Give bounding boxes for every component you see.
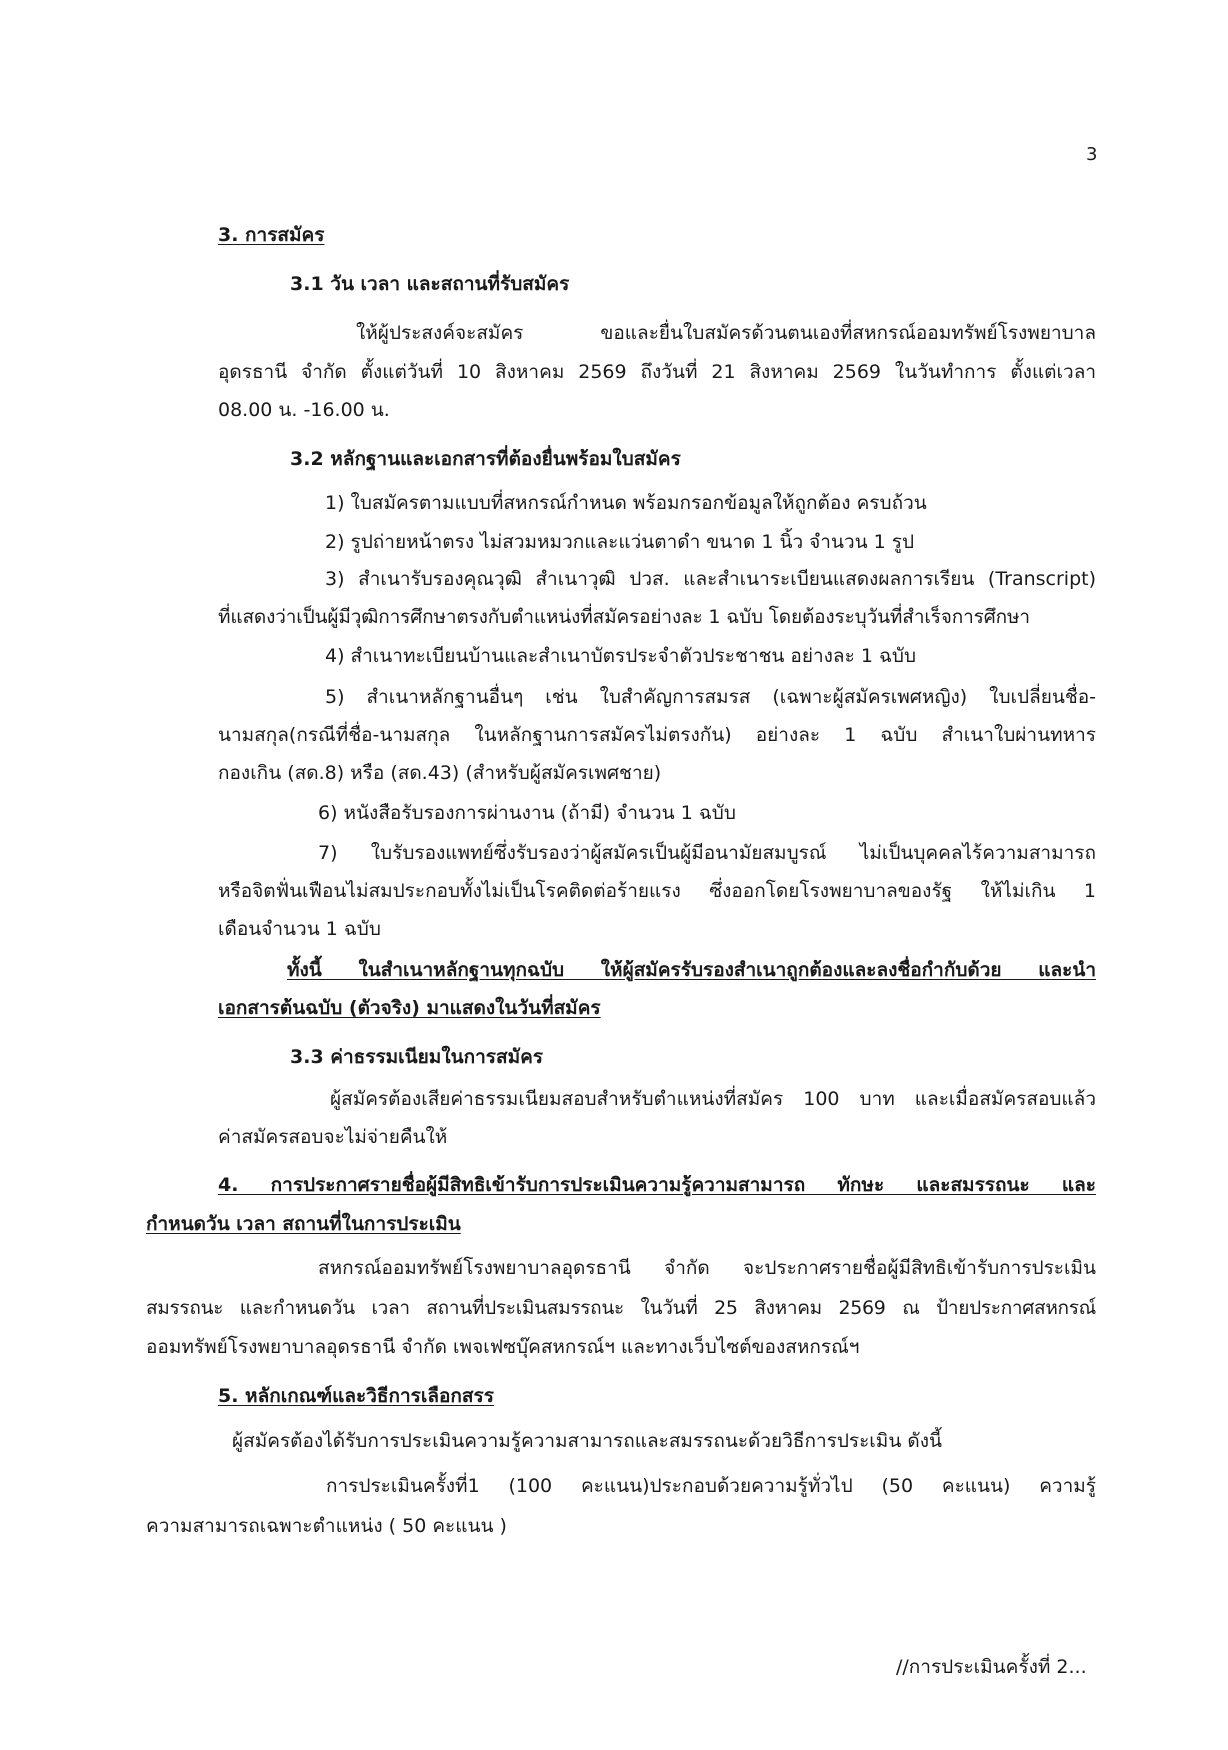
section-5-line-1: ผู้สมัครต้องได้รับการประเมินความรู้ความสามารถและสมรรถนะด้วยวิธีการประเมิน ดังนี้	[232, 1430, 942, 1452]
section-3-heading: 3. การสมัคร	[218, 224, 325, 246]
requirement-item-continued: หรือจิตฟั่นเฟือนไม่สมประกอบทั้งไม่เป็นโรคติดต่อร้ายแรง ซึ่งออกโดยโรงพยาบาลของรัฐ ให้ไม่เกิน 1	[218, 880, 1096, 902]
requirement-item: 3) สำเนารับรองคุณวุฒิ สำเนาวุฒิ ปวส. และสำเนาระเบียนแสดงผลการเรียน (Transcript)	[325, 568, 1096, 590]
section-4-heading-line-2: กำหนดวัน เวลา สถานที่ในการประเมิน	[146, 1213, 461, 1235]
section-5-heading: 5. หลักเกณฑ์และวิธีการเลือกสรร	[218, 1385, 494, 1407]
section-4-line-3: ออมทรัพย์โรงพยาบาลอุดรธานี จำกัด เพจเฟซบุ๊คสหกรณ์ฯ และทางเว็บไซต์ของสหกรณ์ฯ	[146, 1336, 860, 1358]
requirement-item-continued: เดือนจำนวน 1 ฉบับ	[218, 918, 381, 940]
requirement-item-continued: กองเกิน (สด.8) หรือ (สด.43) (สำหรับผู้สมัครเพศชาย)	[218, 762, 662, 784]
section-3-1-line-1: ให้ผู้ประสงค์จะสมัคร ขอและยื่นใบสมัครด้วนตนเองที่สหกรณ์ออมทรัพย์โรงพยาบาล	[356, 322, 1096, 344]
requirement-item-continued: ที่แสดงว่าเป็นผู้มีวุฒิการศึกษาตรงกับตำแหน่งที่สมัครอย่างละ 1 ฉบับ โดยต้องระบุวันที่สำเร็จการศึกษา	[218, 606, 1030, 628]
section-3-1-line-3: 08.00 น. -16.00 น.	[218, 399, 390, 421]
section-3-2-heading: 3.2 หลักฐานและเอกสารที่ต้องยื่นพร้อมใบสมัคร	[290, 448, 681, 470]
section-3-1-line-2: อุดรธานี จำกัด ตั้งแต่วันที่ 10 สิงหาคม 2569 ถึงวันที่ 21 สิงหาคม 2569 ในวันทำการ ตั้งแต่เวลา	[218, 361, 1096, 383]
requirement-item: 5) สำเนาหลักฐานอื่นๆ เช่น ใบสำคัญการสมรส (เฉพาะผู้สมัครเพศหญิง) ใบเปลี่ยนชื่อ-	[325, 686, 1096, 708]
section-3-1-heading: 3.1 วัน เวลา และสถานที่รับสมัคร	[290, 273, 570, 295]
next-page-continuation: //การประเมินครั้งที่ 2...	[896, 1656, 1087, 1678]
section-3-3-line-2: ค่าสมัครสอบจะไม่จ่ายคืนให้	[218, 1126, 448, 1148]
requirement-item: 4) สำเนาทะเบียนบ้านและสำเนาบัตรประจำตัวประชาชน อย่างละ 1 ฉบับ	[325, 645, 917, 667]
page-number: 3	[1086, 144, 1098, 165]
requirement-item: 7) ใบรับรองแพทย์ซึ่งรับรองว่าผู้สมัครเป็นผู้มีอนามัยสมบูรณ์ ไม่เป็นบุคคลไร้ความสามารถ	[318, 842, 1096, 864]
requirement-item-continued: นามสกุล(กรณีที่ชื่อ-นามสกุล ในหลักฐานการสมัครไม่ตรงกัน) อย่างละ 1 ฉบับ สำเนาใบผ่านทหาร	[218, 724, 1096, 746]
section-4-line-1: สหกรณ์ออมทรัพย์โรงพยาบาลอุดรธานี จำกัด จะประกาศรายชื่อผู้มีสิทธิเข้ารับการประเมิน	[318, 1257, 1096, 1279]
section-5-line-3: ความสามารถเฉพาะตำแหน่ง ( 50 คะแนน )	[146, 1515, 507, 1537]
section-4-line-2: สมรรถนะ และกำหนดวัน เวลา สถานที่ประเมินสมรรถนะ ในวันที่ 25 สิงหาคม 2569 ณ ป้ายประกาศสหกรณ์	[146, 1297, 1096, 1319]
section-3-3-line-1: ผู้สมัครต้องเสียค่าธรรมเนียมสอบสำหรับตำแหน่งที่สมัคร 100 บาท และเมื่อสมัครสอบแล้ว	[330, 1088, 1096, 1110]
section-4-heading-line-1: 4. การประกาศรายชื่อผู้มีสิทธิเข้ารับการประเมินความรู้ความสามารถ ทักษะ และสมรรถนะ และ	[218, 1174, 1096, 1196]
section-3-3-heading: 3.3 ค่าธรรมเนียมในการสมัคร	[290, 1046, 544, 1068]
requirement-item: 1) ใบสมัครตามแบบที่สหกรณ์กำหนด พร้อมกรอกข้อมูลให้ถูกต้อง ครบถ้วน	[325, 492, 927, 514]
requirement-item: 2) รูปถ่ายหน้าตรง ไม่สวมหมวกและแว่นตาดำ ขนาด 1 นิ้ว จำนวน 1 รูป	[325, 531, 915, 553]
section-5-line-2: การประเมินครั้งที่1 (100 คะแนน)ประกอบด้วยความรู้ทั่วไป (50 คะแนน) ความรู้	[326, 1475, 1096, 1497]
requirement-item: 6) หนังสือรับรองการผ่านงาน (ถ้ามี) จำนวน 1 ฉบับ	[318, 802, 736, 824]
important-note-line-1: ทั้งนี้ ในสำเนาหลักฐานทุกฉบับ ให้ผู้สมัครรับรองสำเนาถูกต้องและลงชื่อกำกับด้วย และนำ	[287, 959, 1096, 981]
important-note-line-2: เอกสารต้นฉบับ (ตัวจริง) มาแสดงในวันที่สมัคร	[218, 997, 601, 1019]
